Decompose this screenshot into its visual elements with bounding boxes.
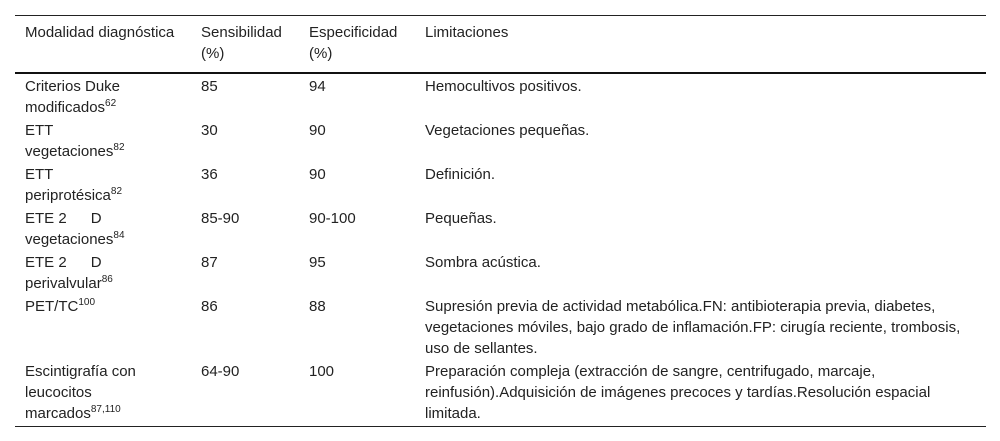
cell-modality xyxy=(15,73,191,118)
table-row xyxy=(15,206,986,250)
header-specificity: Especificidad (%) xyxy=(309,24,398,62)
cell-sensitivity: 85-90 xyxy=(201,210,240,227)
reference-superscript: 87,110 xyxy=(90,404,121,415)
diagnostic-modalities-table-container xyxy=(15,15,986,427)
table-row xyxy=(15,162,986,206)
modality-text: Criterios Duke xyxy=(25,78,121,95)
table-row xyxy=(15,250,986,294)
table-row xyxy=(15,118,986,162)
modality-text: ETE 2 xyxy=(25,210,67,227)
cell-limitations: Pequeñas. xyxy=(425,210,497,227)
cell-sensitivity: 30 xyxy=(201,122,218,139)
modality-text: periprotésica xyxy=(25,187,111,204)
diagnostic-modalities-table xyxy=(15,15,986,427)
modality-text: D xyxy=(90,210,102,227)
modality-text: vegetaciones xyxy=(25,143,114,160)
header-row xyxy=(15,16,986,74)
modality-text: PET/TC xyxy=(25,298,79,315)
header-limitations: Limitaciones xyxy=(425,24,509,41)
reference-superscript: 86 xyxy=(101,274,113,285)
table-row xyxy=(15,359,986,427)
cell-modality xyxy=(15,294,191,359)
table-body xyxy=(15,73,986,427)
cell-specificity: 90 xyxy=(309,166,326,183)
header-sensitivity: Sensibilidad (%) xyxy=(201,24,282,62)
cell-sensitivity: 64-90 xyxy=(201,363,240,380)
cell-modality xyxy=(15,162,191,206)
cell-sensitivity: 87 xyxy=(201,254,218,271)
cell-specificity: 90-100 xyxy=(309,210,356,227)
reference-superscript: 82 xyxy=(113,142,125,153)
table-header xyxy=(15,16,986,74)
cell-specificity: 100 xyxy=(309,363,335,380)
cell-specificity: 90 xyxy=(309,122,326,139)
modality-text: marcados xyxy=(25,405,91,422)
modality-text: Escintigrafía con leucocitos xyxy=(25,363,136,401)
cell-sensitivity: 85 xyxy=(201,78,218,95)
cell-modality xyxy=(15,250,191,294)
reference-superscript: 100 xyxy=(78,297,96,308)
modality-text: modificados xyxy=(25,99,106,116)
modality-text: ETT xyxy=(25,122,54,139)
modality-text: D xyxy=(90,254,102,271)
cell-limitations: Hemocultivos positivos. xyxy=(425,78,582,95)
cell-limitations: Supresión previa de actividad metabólica.FN: antibioterapia previa, diabetes, vegetaciones móviles, bajo grado de inflamación.FP: cirugía reciente, trombosis, uso de sellantes. xyxy=(425,298,961,357)
cell-limitations: Vegetaciones pequeñas. xyxy=(425,122,590,139)
modality-text: perivalvular xyxy=(25,275,102,292)
modality-text: vegetaciones xyxy=(25,231,114,248)
cell-limitations: Sombra acústica. xyxy=(425,254,541,271)
cell-modality xyxy=(15,118,191,162)
cell-sensitivity: 36 xyxy=(201,166,218,183)
cell-modality xyxy=(15,359,191,427)
reference-superscript: 84 xyxy=(113,230,125,241)
modality-text: ETT xyxy=(25,166,54,183)
modality-text: ETE 2 xyxy=(25,254,67,271)
cell-limitations: Preparación compleja (extracción de sangre, centrifugado, marcaje, reinfusión).Adquisición de imágenes precoces y tardías.Resolución espacial limitada. xyxy=(425,363,931,422)
reference-superscript: 62 xyxy=(105,98,117,109)
cell-specificity: 94 xyxy=(309,78,326,95)
cell-specificity: 88 xyxy=(309,298,326,315)
cell-specificity: 95 xyxy=(309,254,326,271)
cell-modality xyxy=(15,206,191,250)
table-row xyxy=(15,73,986,118)
cell-limitations: Definición. xyxy=(425,166,496,183)
table-row xyxy=(15,294,986,359)
header-modality: Modalidad diagnóstica xyxy=(25,24,175,41)
reference-superscript: 82 xyxy=(110,186,123,197)
cell-sensitivity: 86 xyxy=(201,298,218,315)
